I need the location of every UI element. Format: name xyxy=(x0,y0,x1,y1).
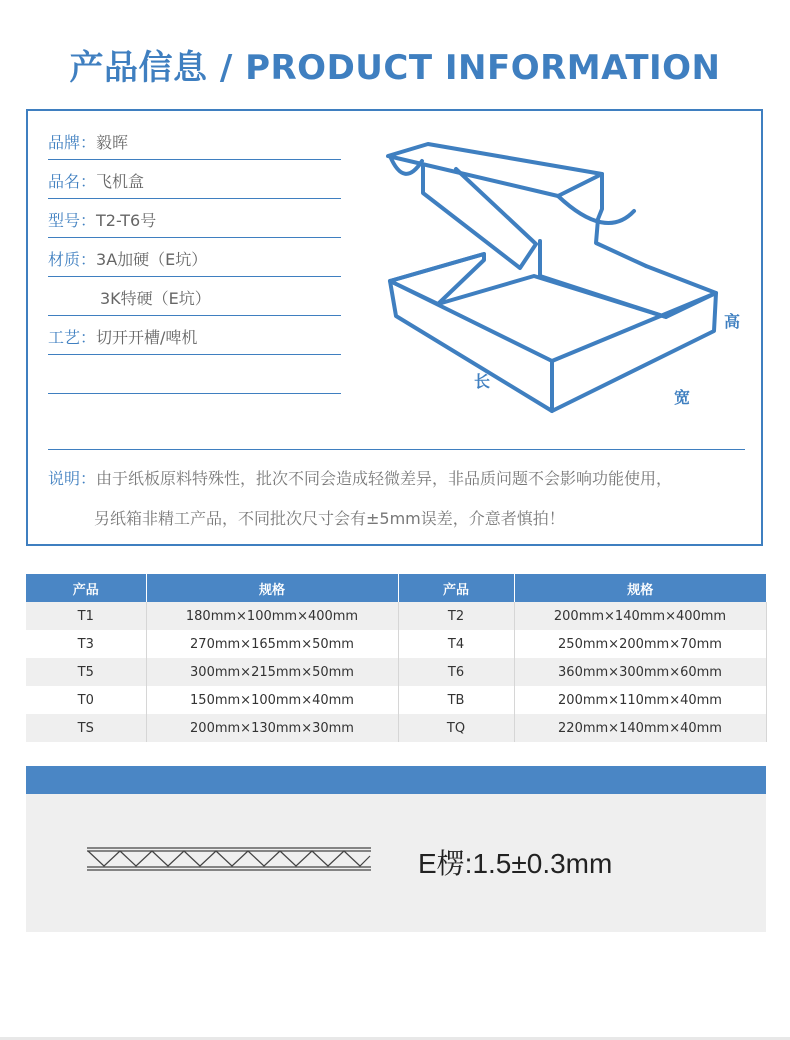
mailer-box-diagram xyxy=(376,131,766,431)
table-header-spec: 规格 xyxy=(146,574,398,602)
flute-section-panel xyxy=(26,794,766,932)
spec-value: 3K特硬（E坑） xyxy=(100,288,211,308)
spec-row-name xyxy=(48,160,341,199)
note-block xyxy=(48,459,672,539)
table-row xyxy=(26,714,766,742)
table-cell: 270mm×165mm×50mm xyxy=(146,630,398,658)
box-back-fold-flap xyxy=(390,254,484,281)
flute-section-header xyxy=(26,766,766,794)
table-cell: 200mm×130mm×30mm xyxy=(146,714,398,742)
table-header-spec: 规格 xyxy=(514,574,766,602)
size-table xyxy=(26,574,767,742)
table-row xyxy=(26,686,766,714)
spec-value: T2-T6号 xyxy=(96,210,157,230)
note-divider xyxy=(48,449,745,450)
table-cell: 300mm×215mm×50mm xyxy=(146,658,398,686)
flute-spec-label: E楞:1.5±0.3mm xyxy=(418,848,613,879)
spec-row-empty xyxy=(48,355,341,394)
table-cell: T6 xyxy=(398,658,514,686)
spec-list xyxy=(48,121,341,394)
table-cell: T4 xyxy=(398,630,514,658)
spec-label: 型号： xyxy=(48,210,97,230)
table-cell: T3 xyxy=(26,630,146,658)
spec-label: 品名： xyxy=(48,171,97,191)
product-info-box xyxy=(26,109,763,546)
spec-value: 切开开槽/啤机 xyxy=(96,327,198,347)
note-label: 说明： xyxy=(48,469,97,488)
table-header-product: 产品 xyxy=(398,574,514,602)
table-header-product: 产品 xyxy=(26,574,146,602)
table-cell: 360mm×300mm×60mm xyxy=(514,658,766,686)
table-cell: 220mm×140mm×40mm xyxy=(514,714,766,742)
table-cell: 200mm×140mm×400mm xyxy=(514,602,766,630)
spec-value: 飞机盒 xyxy=(96,171,145,191)
spec-value: 毅晖 xyxy=(96,132,129,152)
spec-label: 材质： xyxy=(48,249,97,269)
table-cell: 180mm×100mm×400mm xyxy=(146,602,398,630)
box-back-right-wall xyxy=(540,241,716,317)
width-label: 宽 xyxy=(674,388,691,407)
spec-row-material xyxy=(48,238,341,277)
spec-row-material-alt xyxy=(48,277,341,316)
table-cell: T1 xyxy=(26,602,146,630)
table-row xyxy=(26,630,766,658)
spec-value: 3A加硬（E坑） xyxy=(96,249,208,269)
corrugated-flute-diagram xyxy=(86,846,372,872)
note-text-1: 由于纸板原料特殊性，批次不同会造成轻微差异，非品质问题不会影响功能使用， xyxy=(96,469,673,488)
table-row xyxy=(26,658,766,686)
table-cell: T5 xyxy=(26,658,146,686)
spec-row-process xyxy=(48,316,341,355)
spec-label: 工艺： xyxy=(48,327,97,347)
note-text-2: 另纸箱非精工产品，不同批次尺寸会有±5mm误差，介意者慎拍！ xyxy=(94,509,565,528)
table-cell: T0 xyxy=(26,686,146,714)
table-cell: TB xyxy=(398,686,514,714)
box-lid xyxy=(388,144,602,196)
table-row xyxy=(26,602,766,630)
spec-row-brand xyxy=(48,121,341,160)
flute-wave xyxy=(88,851,370,866)
table-cell: TS xyxy=(26,714,146,742)
table-cell: 250mm×200mm×70mm xyxy=(514,630,766,658)
height-label: 高 xyxy=(724,312,741,331)
length-label: 长 xyxy=(474,372,491,391)
spec-row-model xyxy=(48,199,341,238)
table-cell: 200mm×110mm×40mm xyxy=(514,686,766,714)
box-front-right-face xyxy=(552,293,716,411)
box-lid-left-hinge xyxy=(423,165,536,268)
spec-label: 品牌： xyxy=(48,132,97,152)
table-cell: 150mm×100mm×40mm xyxy=(146,686,398,714)
table-cell: T2 xyxy=(398,602,514,630)
box-inner-floor xyxy=(438,276,666,317)
table-cell: TQ xyxy=(398,714,514,742)
table-header-row xyxy=(26,574,766,602)
page-title: 产品信息 / PRODUCT INFORMATION xyxy=(69,48,721,88)
note-line-1 xyxy=(48,459,672,499)
box-front-left-face xyxy=(390,281,552,411)
